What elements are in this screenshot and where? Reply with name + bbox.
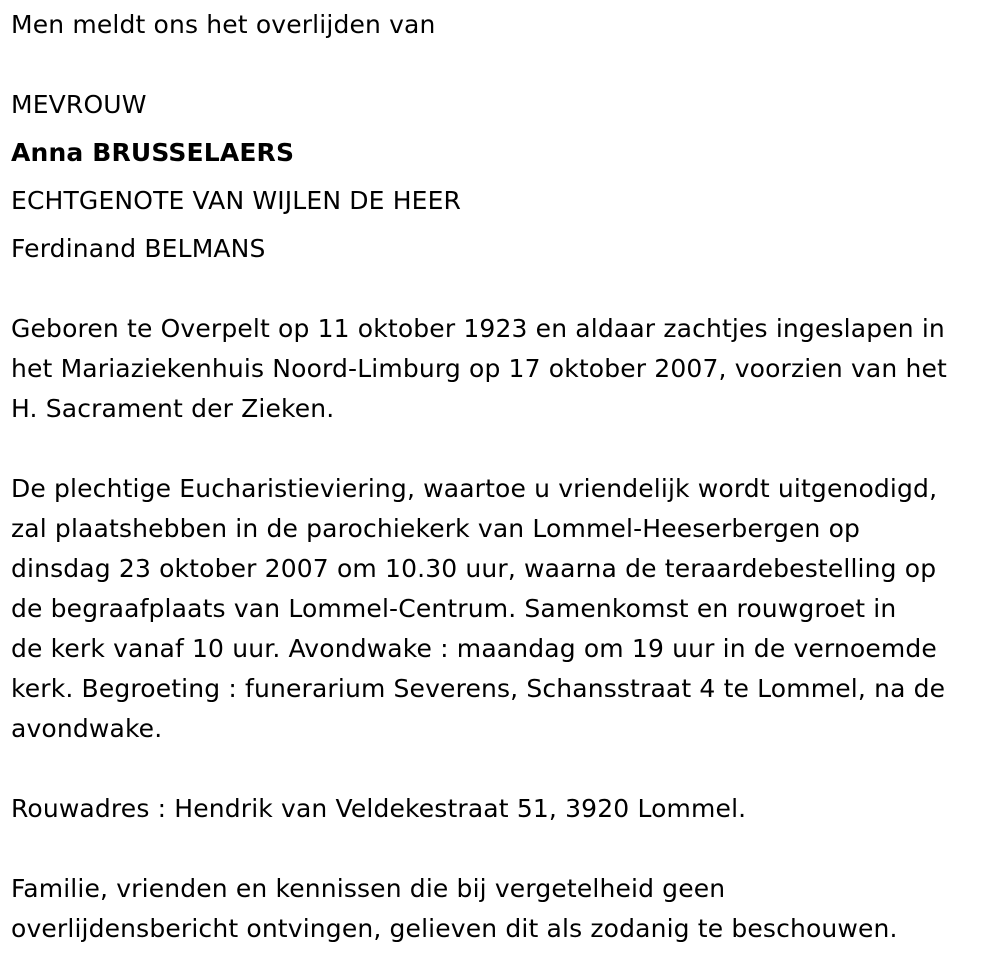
- ceremony-paragraph: [11, 469, 996, 749]
- paragraph-line: kerk. Begroeting : funerarium Severens, Schansstraat 4 te Lommel, na de: [11, 674, 946, 703]
- paragraph-line: de kerk vanaf 10 uur. Avondwake : maandag om 19 uur in de vernoemde: [11, 634, 937, 663]
- paragraph-line: avondwake.: [11, 714, 163, 743]
- paragraph-line: de begraafplaats van Lommel-Centrum. Samenkomst en rouwgroet in: [11, 594, 897, 623]
- paragraph-line: Geboren te Overpelt op 11 oktober 1923 en aldaar zachtjes ingeslapen in: [11, 314, 945, 343]
- paragraph-line: De plechtige Eucharistieviering, waartoe u vriendelijk wordt uitgenodigd,: [11, 474, 938, 503]
- paragraph-line: het Mariaziekenhuis Noord-Limburg op 17 oktober 2007, voorzien van het: [11, 354, 947, 383]
- spouse-name: Ferdinand BELMANS: [11, 234, 266, 263]
- relation-line: ECHTGENOTE VAN WIJLEN DE HEER: [11, 186, 462, 215]
- paragraph-line: dinsdag 23 oktober 2007 om 10.30 uur, waarna de teraardebestelling op: [11, 554, 937, 583]
- paragraph-line: overlijdensbericht ontvingen, gelieven dit als zodanig te beschouwen.: [11, 914, 898, 943]
- title-line: MEVROUW: [11, 90, 147, 119]
- paragraph-line: zal plaatshebben in de parochiekerk van Lommel-Heeserbergen op: [11, 514, 861, 543]
- birth-paragraph: [11, 309, 996, 429]
- intro-line: Men meldt ons het overlijden van: [11, 10, 436, 39]
- paragraph-line: Familie, vrienden en kennissen die bij vergetelheid geen: [11, 874, 726, 903]
- mourning-address: Rouwadres : Hendrik van Veldekestraat 51, 3920 Lommel.: [11, 794, 747, 823]
- paragraph-line: H. Sacrament der Zieken.: [11, 394, 335, 423]
- closing-paragraph: [11, 869, 996, 949]
- deceased-name: Anna BRUSSELAERS: [11, 138, 295, 167]
